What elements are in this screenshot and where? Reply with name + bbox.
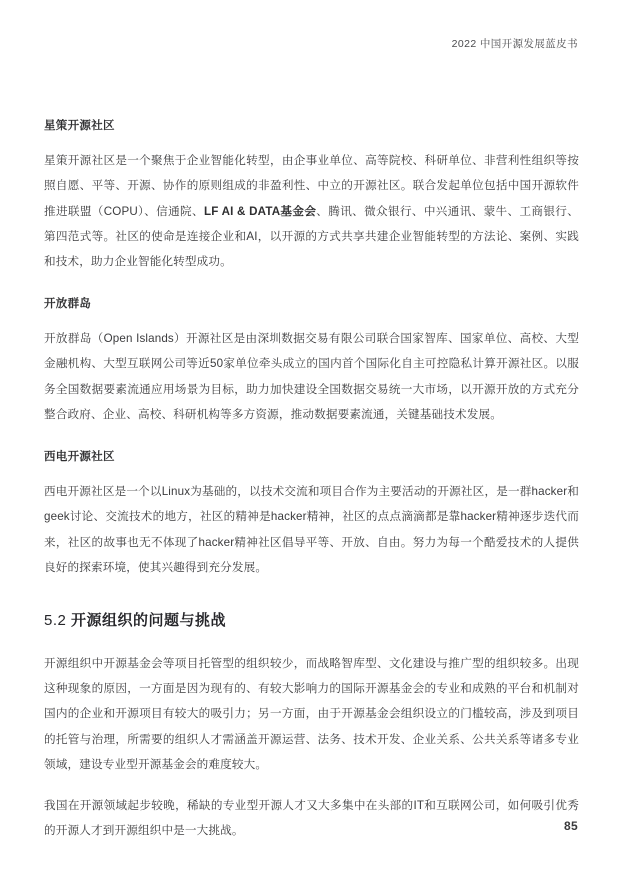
paragraph-5-2-second: 我国在开源领域起步较晚，稀缺的专业型开源人才又大多集中在头部的IT和互联网公司，如何吸引优秀的开源人才到开源组织中是一大挑战。 <box>44 798 579 838</box>
subheading-xidian: 西电开源社区 <box>44 451 115 464</box>
section-heading-5-2 <box>44 610 579 631</box>
paragraph-xidian: 西电开源社区是一个以Linux为基础的，以技术交流和项目合作为主要活动的开源社区，是一群hacker和geek讨论、交流技术的地方，社区的精神是hacker精神，社区的点点滴滴都是靠hacker精神逐步迭代而来，社区的故事也无不体现了hacker精神社区倡导平等、开放、自由。努力为每一个酷爱技术的人提供良好的探索环境，使其兴趣得到充分发展。 <box>44 485 579 574</box>
page-number: 85 <box>564 819 578 833</box>
subheading-xingce: 星策开源社区 <box>44 120 115 132</box>
paragraph-xingce-lead: 星策开源社区是一个聚焦于企业智能化转型，由企事业单位、高等院校、科研单位、非营利性组织等按照自愿、平等、开源、协作的原则组成的非盈利性、中立的开源社区。联合发起单位包括中国开源软件推进联盟（COPU）、信通院、 <box>44 154 579 218</box>
paragraph-open-islands: 开放群岛（Open Islands）开源社区是由深圳数据交易有限公司联合国家智库、国家单位、高校、大型金融机构、大型互联网公司等近50家单位牵头成立的国内首个国际化自主可控隐私计算开源社区。以服务全国数据要素流通应用场景为目标，助力加快建设全国数据交易统一大市场，以开源开放的方式充分整合政府、企业、高校、科研机构等多方资源，推动数据要素流通，关键基础技术发展。 <box>44 332 579 421</box>
paragraph-xingce-bold-term: LF AI & DATA基金会 <box>203 204 317 218</box>
section-number: 5.2 <box>44 611 67 629</box>
paragraph-xingce <box>44 148 579 274</box>
page-content <box>44 118 579 859</box>
paragraph-xingce-tail: 、腾讯、微众银行、中兴通讯、蒙牛、工商银行、第四范式等。社区的使命是连接企业和AI，以开源的方式共享共建企业智能转型的方法论、案例、实践和技术，助力企业智能化转型成功。 <box>44 204 580 268</box>
section-title: 开源组织的问题与挑战 <box>71 611 227 629</box>
subheading-open-islands: 开放群岛 <box>44 298 92 311</box>
paragraph-5-2-first: 开源组织中开源基金会等项目托管型的组织较少，而战略智库型、文化建设与推广型的组织较多。出现这种现象的原因，一方面是因为现有的、有较大影响力的国际开源基金会的专业和成熟的平台和机制对国内的企业和开源项目有较大的吸引力；另一方面，由于开源基金会组织设立的门槛较高，涉及到项目的托管与治理，所需要的组织人才需涵盖开源运营、法务、技术开发、企业关系、公共关系等诸多专业领域，建设专业型开源基金会的难度较大。 <box>44 656 579 771</box>
running-head: 2022 中国开源发展蓝皮书 <box>451 38 578 50</box>
